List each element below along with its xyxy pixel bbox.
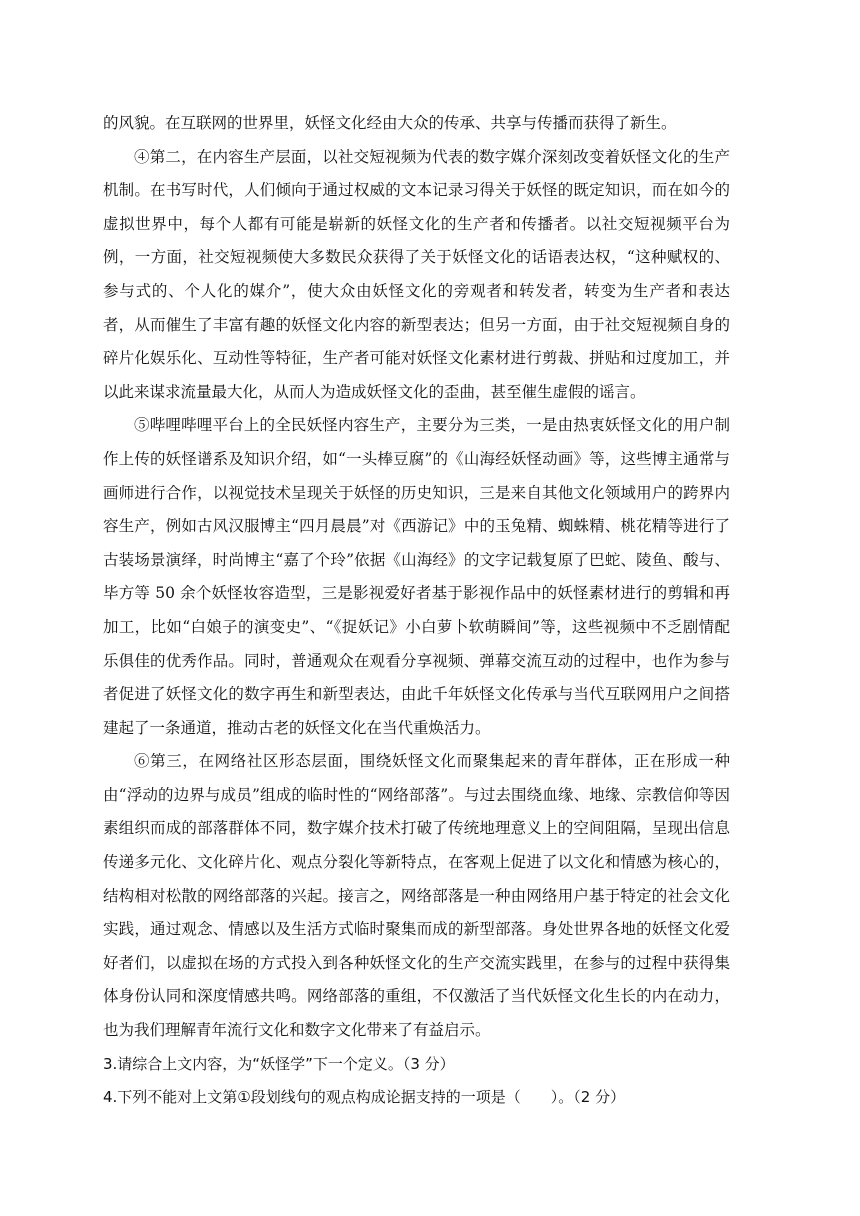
question-4: 4.下列不能对上文第①段划线句的观点构成论据支持的一项是（ ）。（2 分） (103, 1088, 626, 1107)
paragraph-4: ④第二，在内容生产层面，以社交短视频为代表的数字媒介深刻改变着妖怪文化的生产机制。在书写时代，人们倾向于通过权威的文本记录习得关于妖怪的既定知识，而在如今的虚拟世界中，每个人都有可能是崭新的妖怪文化的生产者和传播者。以社交短视频平台为例，一方面，社交短视频使大多数民众获得了关于妖怪文化的话语表达权，“这种赋权的、参与式的、个人化的媒介”，使大众由妖怪文化的旁观者和转发者，转变为生产者和表达者，从而催生了丰富有趣的妖怪文化内容的新型表达；但另一方面，由于社交短视频自身的碎片化娱乐化、互动性等特征，生产者可能对妖怪文化素材进行剪裁、拼贴和过度加工，并以此来谋求流量最大化，从而人为造成妖怪文化的歪曲，甚至催生虚假的谣言。 (103, 147, 730, 401)
paragraph-6: ⑥第三，在网络社区形态层面，围绕妖怪文化而聚集起来的青年群体，正在形成一种由“浮动的边界与成员”组成的临时性的“网络部落”。与过去围绕血缘、地缘、宗教信仰等因素组织而成的部落群体不同，数字媒介技术打破了传统地理意义上的空间阻隔，呈现出信息传递多元化、文化碎片化、观点分裂化等新特点，在客观上促进了以文化和情感为核心的，结构相对松散的网络部落的兴起。接言之，网络部落是一种由网络用户基于特定的社会文化实践，通过观念、情感以及生活方式临时聚集而成的新型部落。身处世界各地的妖怪文化爱好者们，以虚拟在场的方式投入到各种妖怪文化的生产交流实践里，在参与的过程中获得集体身份认同和深度情感共鸣。网络部落的重组，不仅激活了当代妖怪文化生长的内在动力，也为我们理解青年流行文化和数字文化带来了有益启示。 (103, 752, 730, 1040)
question-3: 3.请综合上文内容，为“妖怪学”下一个定义。（3 分） (103, 1054, 455, 1073)
paragraph-5: ⑤哔哩哔哩平台上的全民妖怪内容生产，主要分为三类，一是由热衷妖怪文化的用户制作上传的妖怪谱系及知识介绍，如“一头棒豆腐”的《山海经妖怪动画》等，这些博主通常与画师进行合作，以视觉技术呈现关于妖怪的历史知识，三是来自其他文化领域用户的跨界内容生产，例如古风汉服博主“四月晨晨”对《西游记》中的玉兔精、蜘蛛精、桃花精等进行了古装场景演绎，时尚博主“嘉了个玲”依据《山海经》的文字记载复原了巴蛇、陵鱼、酸与、毕方等 50 余个妖怪妆容造型，三是影视爱好者基于影视作品中的妖怪素材进行的剪辑和再加工，比如“白娘子的演变史”、“《捉妖记》小白萝卜软萌瞬间”等，这些视频中不乏剧情配乐俱佳的优秀作品。同时，普通观众在观看分享视频、弹幕交流互动的过程中，也作为参与者促进了妖怪文化的数字再生和新型表达，由此千年妖怪文化传承与当代互联网用户之间搭建起了一条通道，推动古老的妖怪文化在当代重焕活力。 (103, 416, 730, 737)
document-body (103, 107, 730, 1115)
paragraph-continued: 的风貌。在互联网的世界里，妖怪文化经由大众的传承、共享与传播而获得了新生。 (103, 114, 677, 132)
